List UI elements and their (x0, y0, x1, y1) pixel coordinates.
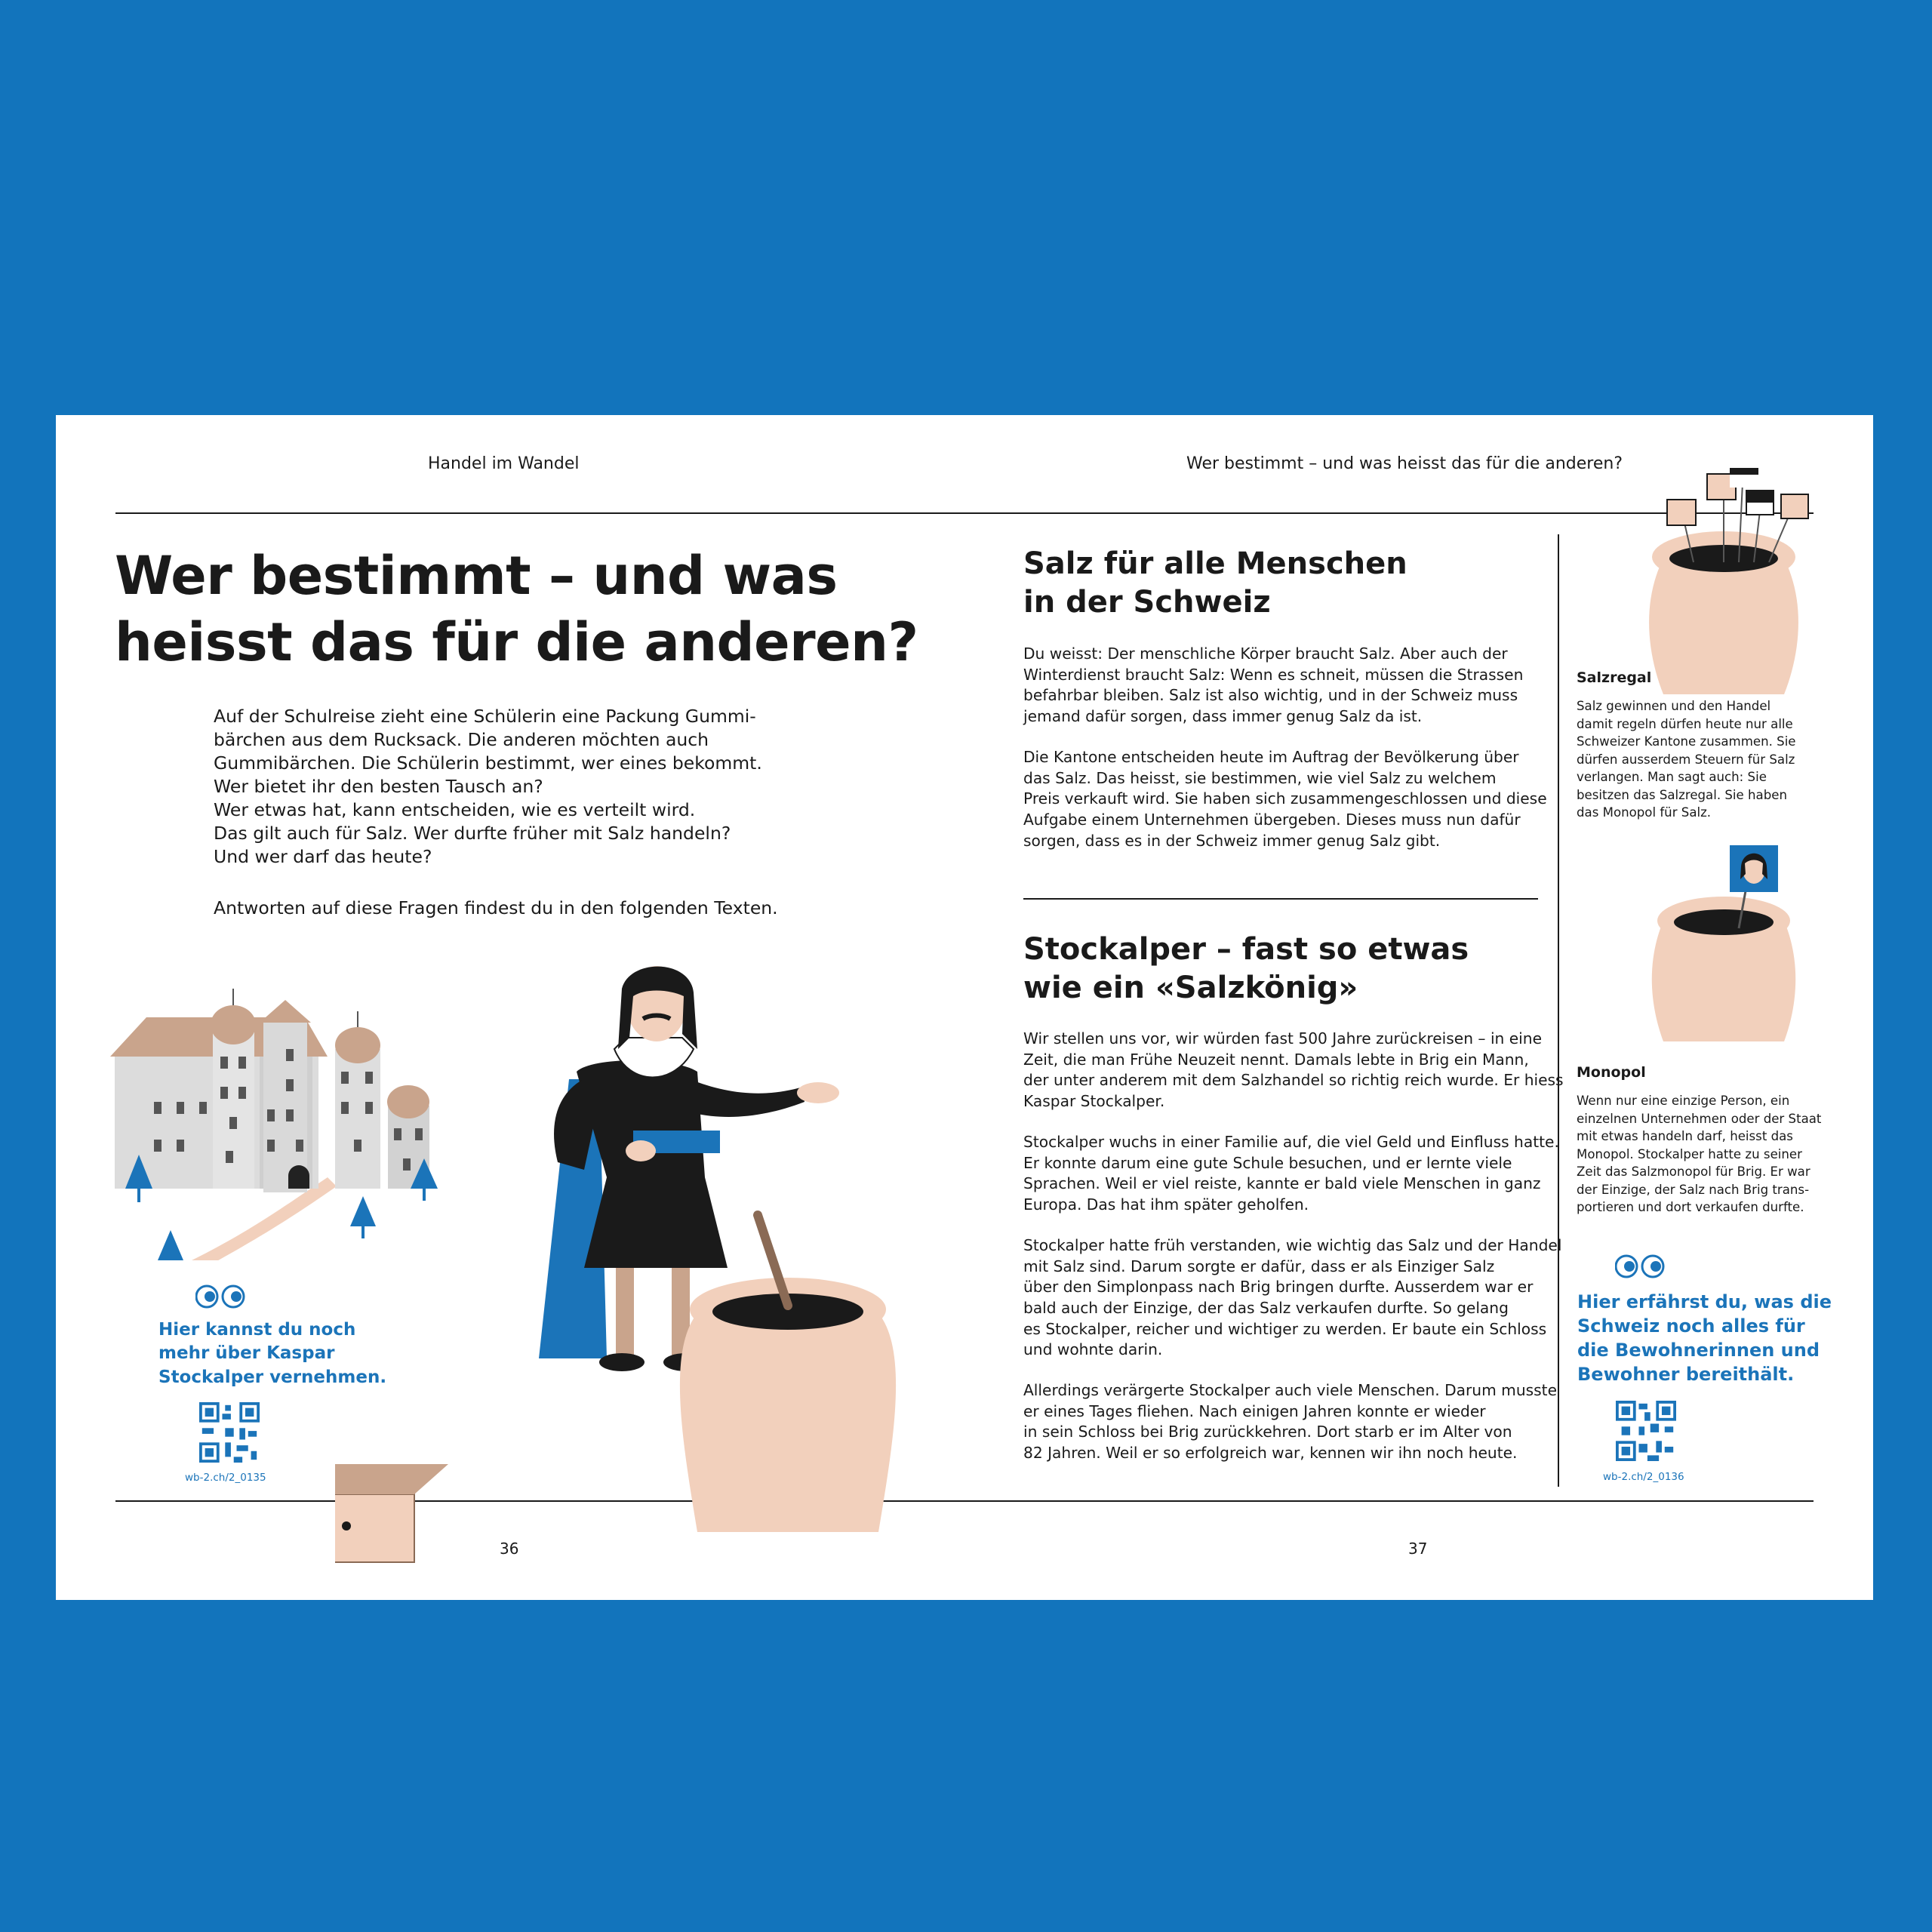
intro-closing: Antworten auf diese Fragen findest du in den folgenden Texten. (214, 897, 778, 918)
eyes-icon (195, 1284, 245, 1309)
salzregal-title: Salzregal (1577, 669, 1652, 686)
page-title (115, 543, 918, 675)
url-right[interactable]: wb-2.ch/2_0136 (1603, 1471, 1684, 1483)
section2-paragraph3: Stockalper hatte früh verstanden, wie wichtig das Salz und der Handel mit Salz sind. Darum sorgte er dafür, dass er als Einziger Salz über den Simplonpass nach Brig bringen durfte. Ausserdem war er bald auch der Einzige, der das Salz verkaufen durfte. So gelang es Stockalper, reicher und wichtiger zu werden. Er baute ein Schloss und wohnte darin. (1023, 1236, 1562, 1359)
section2-paragraph4: Allerdings verärgerte Stockalper auch viele Menschen. Darum musste er eines Tages fliehen. Nach einigen Jahren konnte er wieder in sein Schloss bei Brig zurückkehren. Dort starb er im Alter von 82 Jahren. Weil er so erfolgreich war, kennen wir ihn noch heute. (1023, 1381, 1557, 1463)
top-rule (115, 512, 1814, 514)
monopol-title: Monopol (1577, 1064, 1646, 1081)
section1-paragraph1: Du weisst: Der menschliche Körper braucht Salz. Aber auch der Winterdienst braucht Salz: Wenn es schneit, müssen die Strassen befahrbar bleiben. Salz ist also wichtig, und in der Schweiz muss jemand dafür sorgen, dass immer genug Salz da ist. (1023, 645, 1524, 726)
running-header-right: Wer bestimmt – und was heisst das für die anderen? (1186, 454, 1623, 473)
schweiz-link-text[interactable]: Hier erfährst du, was die Schweiz noch alles für die Bewohnerinnen und Bewohner bereithält. (1577, 1291, 1832, 1385)
section2-paragraph2: Stockalper wuchs in einer Familie auf, die viel Geld und Einfluss hatte. Er konnte darum eine gute Schule besuchen, und er lernte viele Sprachen. Weil er viel reiste, kannte er bald viele Menschen in ganz Europa. Das hat ihm später geholfen. (1023, 1133, 1559, 1214)
section2-paragraph1: Wir stellen uns vor, wir würden fast 500 Jahre zurückreisen – in eine Zeit, die man Frühe Neuzeit nennt. Damals lebte in Brig ein Mann, der unter anderem mit dem Salzhandel so richtig reich wurde. Er hiess Kaspar Stockalper. (1023, 1029, 1564, 1111)
eyes-icon (1615, 1254, 1665, 1278)
qr-code-left[interactable] (199, 1402, 260, 1463)
salzregal-text: Salz gewinnen und den Handel damit regeln dürfen heute nur alle Schweizer Kantone zusammen. Sie dürfen ausserdem Steuern für Salz verlangen. Man sagt auch: Sie besitzen das Salzregal. Sie haben das Monopol für Salz. (1577, 699, 1796, 820)
section1-title: Salz für alle Menschen in der Schweiz (1023, 546, 1407, 620)
running-header-left: Handel im Wandel (428, 454, 580, 473)
intro-text: Auf der Schulreise zieht eine Schülerin eine Packung Gummi- bärchen aus dem Rucksack. Die anderen möchten auch Gummibärchen. Die Schülerin bestimmt, wer eines bekommt. Wer bietet ihr den besten Tausch an? Wer etwas hat, kann entscheiden, wie es verteilt wird. Das gilt auch für Salz. Wer durfte früher mit Salz handeln? Und wer darf das heute? (214, 706, 762, 868)
page-number-right: 37 (1408, 1540, 1428, 1558)
page-title-line2: heisst das für die anderen? (115, 611, 918, 673)
salt-sack-illustration (335, 1200, 954, 1607)
qr-code-right[interactable] (1616, 1401, 1676, 1461)
url-left[interactable]: wb-2.ch/2_0135 (185, 1472, 266, 1484)
monopol-text: Wenn nur eine einzige Person, ein einzelnen Unternehmen oder der Staat mit etwas handeln darf, heisst das Monopol. Stockalper hatte zu seiner Zeit das Salzmonopol für Brig. Er war der Einzige, der Salz nach Brig trans- portieren und dort verkaufen durfte. (1577, 1094, 1822, 1215)
book-spread (56, 415, 1873, 1600)
section1-paragraph2: Die Kantone entscheiden heute im Auftrag der Bevölkerung über das Salz. Das heisst, sie bestimmen, wie viel Salz zu welchem Preis verkauft wird. Sie haben sich zusammengeschlossen und diese Aufgabe einem Unternehmen übergeben. Dieses muss nun dafür sorgen, dass es in der Schweiz immer genug Salz gibt. (1023, 748, 1547, 850)
section-divider (1023, 898, 1538, 900)
page-number-left: 36 (500, 1540, 519, 1558)
salt-sack-flags-illustration (1611, 468, 1837, 694)
page-title-line1: Wer bestimmt – und was (115, 545, 838, 607)
monopol-sack-illustration (1633, 845, 1814, 1041)
section2-title: Stockalper – fast so etwas wie ein «Salzkönig» (1023, 932, 1469, 1005)
stockalper-link-text[interactable]: Hier kannst du noch mehr über Kaspar Stockalper vernehmen. (158, 1320, 387, 1387)
